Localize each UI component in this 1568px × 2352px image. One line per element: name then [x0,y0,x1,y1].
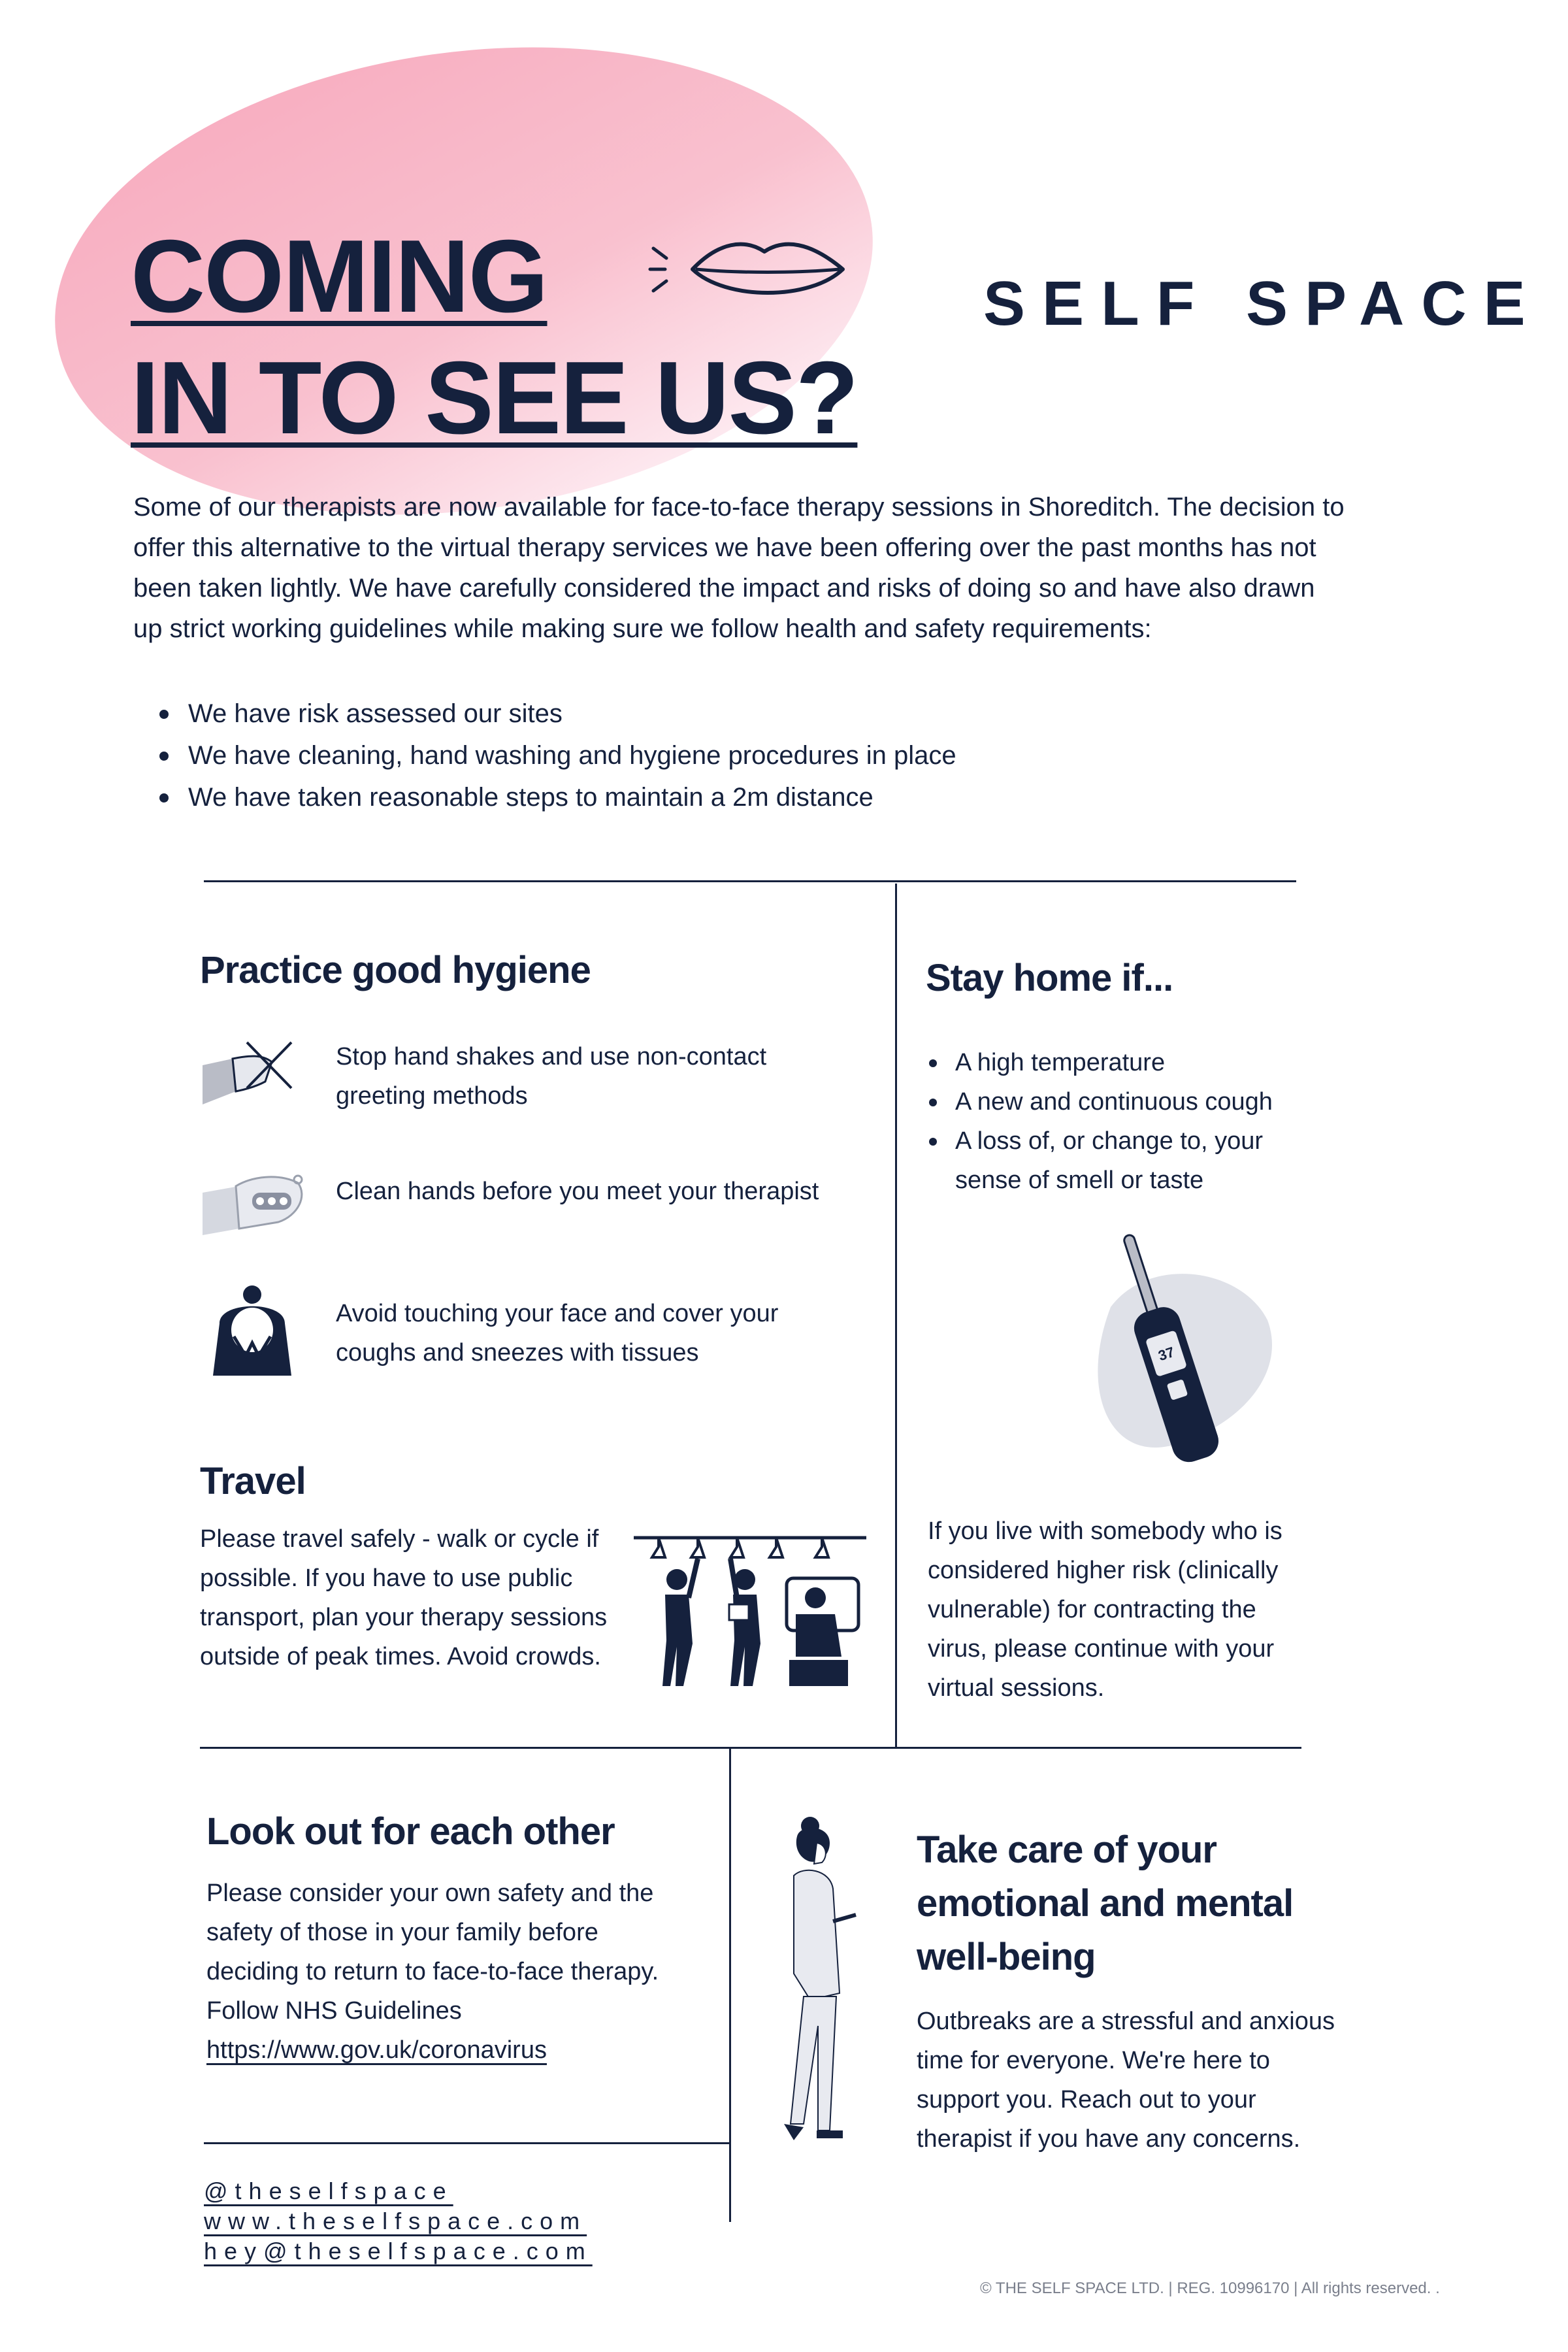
public-transport-icon [632,1532,868,1689]
wellbeing-text: Outbreaks are a stressful and anxious time for everyone. We're here to support you. Reach out to your therapist if you have any concerns. [917,2008,1335,2153]
person-with-phone-icon [764,1817,882,2157]
divider-vertical-upper [895,884,897,1747]
covering-face-icon [206,1284,298,1379]
list-item: A loss of, or change to, your sense of smell or taste [926,1121,1331,1200]
travel-heading: Travel [200,1460,306,1502]
list-item: We have cleaning, hand washing and hygiene procedures in place [133,735,1244,776]
stay-home-note: If you live with somebody who is considered higher risk (clinically vulnerable) for contracting the virus, please continue with your virtual sessions. [928,1517,1282,1702]
divider-top [204,880,1296,882]
list-item: We have risk assessed our sites [133,693,1244,735]
divider-middle [200,1747,1301,1749]
divider-contact [204,2142,730,2144]
thermometer-reading: 37 [1156,1343,1177,1365]
stay-home-heading: Stay home if... [926,957,1173,999]
hand-washing-icon [200,1167,311,1238]
hygiene-item-text: Stop hand shakes and use non-contact greeting methods [336,1043,767,1110]
list-item: We have taken reasonable steps to maintain a 2m distance [133,776,1244,818]
intro-bullet-list [133,693,1244,818]
lips-icon [647,229,856,307]
nhs-guidelines-link[interactable]: https://www.gov.uk/coronavirus [206,2036,547,2064]
travel-text: Please travel safely - walk or cycle if possible. If you have to use public transport, plan your therapy sessions outside of peak times. Avoid crowds. [200,1525,608,1670]
hygiene-item-text: Clean hands before you meet your therapist [336,1178,819,1205]
list-item: A new and continuous cough [926,1082,1331,1121]
contact-block [204,2176,593,2266]
stay-home-list [926,1043,1331,1200]
email-link[interactable]: hey@theselfspace.com [204,2238,593,2264]
look-out-heading: Look out for each other [206,1810,615,1853]
thermometer-icon [1071,1229,1281,1477]
copyright-footer: © THE SELF SPACE LTD. | REG. 10996170 | All rights reserved. . [980,2279,1440,2297]
title-line-2: IN TO SEE US? [131,340,858,455]
divider-vertical-lower [729,1749,731,2222]
list-item: A high temperature [926,1043,1331,1082]
intro-paragraph: Some of our therapists are now available for face-to-face therapy sessions in Shoreditch. The decision to offer this alternative to the virtual therapy services we have been offering over the past months has not been taken lightly. We have carefully considered the impact and risks of doing so and have also drawn up strict working guidelines while making sure we follow health and safety requirements: [133,493,1345,643]
look-out-text [206,1874,677,2070]
hygiene-item-text: Avoid touching your face and cover your coughs and sneezes with tissues [336,1300,779,1366]
look-out-body: Please consider your own safety and the safety of those in your family before deciding to return to face-to-face therapy. Follow NHS Guidelines [206,1880,659,2025]
hygiene-heading: Practice good hygiene [200,949,591,991]
no-handshake-icon [200,1036,304,1108]
website-link[interactable]: www.theselfspace.com [204,2208,587,2234]
social-handle-link[interactable]: @theselfspace [204,2178,453,2204]
wellbeing-heading: Take care of your emotional and mental well-being [917,1829,1294,1978]
brand-logo-text: SELF SPACE [983,269,1543,339]
title-line-1: COMING [131,219,547,334]
